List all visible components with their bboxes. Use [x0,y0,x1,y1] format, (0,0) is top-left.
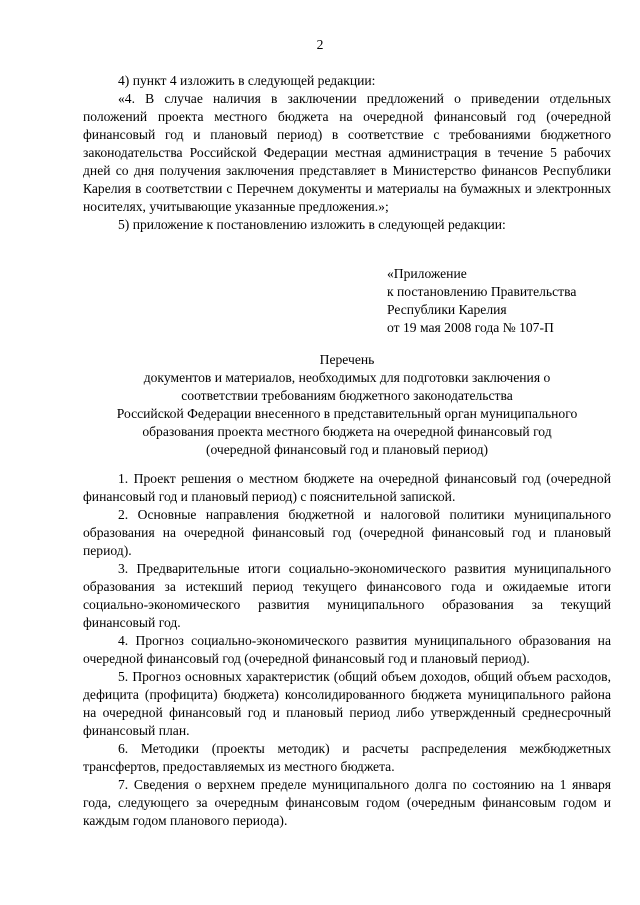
list-title [83,351,611,459]
amendment-quote: «4. В случае наличия в заключении предложений о приведении отдельных положений проекта местного бюджета на очередной финансовый год (очередной финансовый год и плановый период) в соответствие с требованиями бюджетного законодательства Российской Федерации местная администрация в течение 5 рабочих дней со дня получения заключения представляет в Министерство финансов Республики Карелия в соответствии с Перечнем документы и материалы на бумажных и электронных носителях, учитывающие указанные предложения.»; [83,91,611,214]
list-item: 2. Основные направления бюджетной и налоговой политики муниципального образования на очередной финансовый год (очередной финансовый год и плановый период). [83,507,611,558]
list-item: 1. Проект решения о местном бюджете на очередной финансовый год (очередной финансовый год и плановый период) с пояснительной запиской. [83,471,611,504]
list-item: 6. Методики (проекты методик) и расчеты распределения межбюджетных трансфертов, предоставляемых из местного бюджета. [83,741,611,774]
title-line: документов и материалов, необходимых для подготовки заключения о [143,370,551,385]
amendment-item-4: 4) пункт 4 изложить в следующей редакции: [118,73,376,88]
amendment-item-5: 5) приложение к постановлению изложить в следующей редакции: [118,217,506,232]
intro-block [83,72,611,234]
list-item: 3. Предварительные итоги социально-экономического развития муниципального образования за истекший период текущего финансового года и ожидаемые итоги социально-экономического развития муниципального образования за текущий финансовый год. [83,561,611,630]
documents-list [83,470,611,830]
title-line: соответствии требованиям бюджетного законодательства [181,388,513,403]
page-number: 2 [316,37,324,52]
appendix-header [387,265,627,337]
title-line: Российской Федерации внесенного в представительный орган муниципального [116,406,578,421]
list-item: 5. Прогноз основных характеристик (общий объем доходов, общий объем расходов, дефицита (профицита) бюджета) консолидированного бюджета муниципального района на очередной финансовый год и плановый период либо утвержденный среднесрочный финансовый план. [83,669,611,738]
appendix-line: «Приложение [387,266,467,281]
appendix-line: от 19 мая 2008 года № 107-П [387,320,554,335]
title-line: Перечень [319,352,375,367]
appendix-line: к постановлению Правительства [387,284,577,299]
appendix-line: Республики Карелия [387,302,507,317]
title-line: (очередной финансовый год и плановый период) [205,442,489,457]
list-item: 4. Прогноз социально-экономического развития муниципального образования на очередной финансовый год (очередной финансовый год и плановый период). [83,633,611,666]
title-line: образования проекта местного бюджета на очередной финансовый год [142,424,552,439]
list-item: 7. Сведения о верхнем пределе муниципального долга по состоянию на 1 января года, следующего за очередным финансовым годом (очередным финансовым годом и каждым годом планового периода). [83,777,611,828]
